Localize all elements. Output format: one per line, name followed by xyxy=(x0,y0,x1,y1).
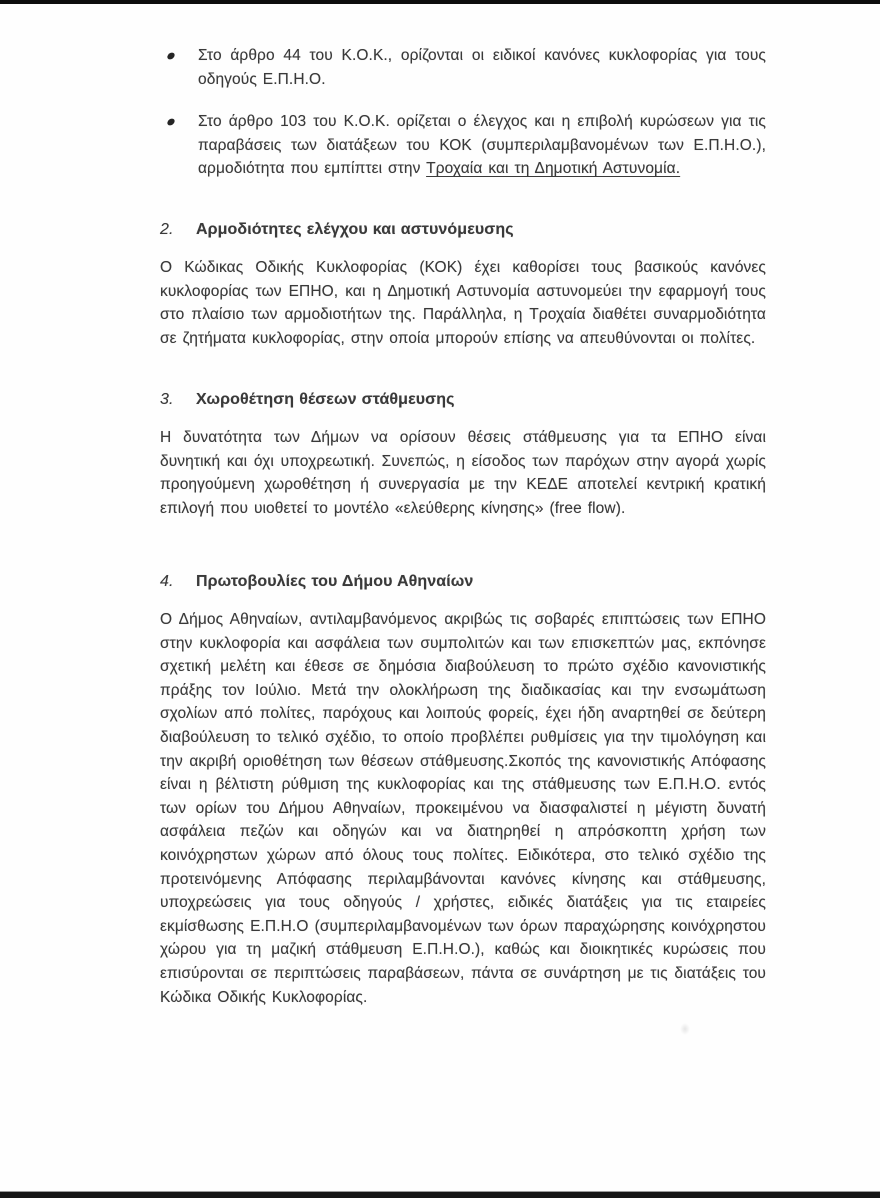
scan-edge-bottom xyxy=(0,1191,880,1198)
bullet-item-article-44 xyxy=(160,44,766,91)
bullet-text xyxy=(198,110,766,181)
section-title: Αρμοδιότητες ελέγχου και αστυνόμευσης xyxy=(196,221,514,238)
bullet-text: Στο άρθρο 44 του Κ.Ο.Κ., ορίζονται οι ειδικοί κανόνες κυκλοφορίας για τους οδηγούς Ε.Π.Η.Ο. xyxy=(198,47,766,88)
scan-edge-top xyxy=(0,0,880,4)
bullet-marker-column xyxy=(160,44,198,91)
section-number: 4. xyxy=(160,573,174,590)
section-title: Πρωτοβουλίες του Δήμου Αθηναίων xyxy=(196,573,474,590)
section-paragraph-4: Ο Δήμος Αθηναίων, αντιλαμβανόμενος ακριβώς τις σοβαρές επιπτώσεις των ΕΠΗΟ στην κυκλοφορία και ασφάλεια των συμπολιτών και των επισκεπτών μας, εκπόνησε σχετική μελέτη και έθεσε σε δημόσια διαβούλευση το πρώτο σχέδιο κανονιστικής πράξης τον Ιούλιο. Μετά την ολοκλήρωση της διαδικασίας και την ενσωμάτωση σχολίων από πολίτες, παρόχους και λοιπούς φορείς, έχει ήδη αναρτηθεί σε δεύτερη διαβούλευση το τελικό σχέδιο, το οποίο προβλέπει ρυθμίσεις για την τιμολόγηση και την ακριβή οριοθέτηση των θέσεων στάθμευσης.Σκοπός της κανονιστικής Απόφασης είναι η βέλτιστη ρύθμιση της κυκλοφορίας και της στάθμευσης των Ε.Π.Η.Ο. εντός των ορίων του Δήμου Αθηναίων, προκειμένου να διασφαλιστεί η μέγιστη δυνατή ασφάλεια πεζών και οδηγών και να διατηρηθεί η απρόσκοπτη χρήση των κοινόχρηστων χώρων από όλους τους πολίτες. Ειδικότερα, στο τελικό σχέδιο της προτεινόμενης Απόφασης περιλαμβάνονται κανόνες κίνησης και στάθμευσης, υποχρεώσεις για τους οδηγούς / χρήστες, ειδικές διατάξεις για τις εταιρείες εκμίσθωσης Ε.Π.Η.Ο (συμπεριλαμβανομένων των όρων παραχώρησης κοινόχρηστου χώρου για τη μαζική στάθμευση Ε.Π.Η.Ο.), καθώς και διοικητικές κυρώσεις που επισύρονται σε περιπτώσεις παραβάσεων, πάντα σε συνάρτηση με τις διατάξεις του Κώδικα Οδικής Κυκλοφορίας. xyxy=(160,611,766,1006)
section-paragraph-2: Ο Κώδικας Οδικής Κυκλοφορίας (ΚΟΚ) έχει καθορίσει τους βασικούς κανόνες κυκλοφορίας των ΕΠΗΟ, και η Δημοτική Αστυνομία αστυνομεύει την εφαρμογή τους στο πλαίσιο των αρμοδιοτήτων της. Παράλληλα, η Τροχαία διαθέτει συναρμοδιότητα σε ζητήματα κυκλοφορίας, στην οποία μπορούν επίσης να απευθύνονται οι πολίτες. xyxy=(160,259,766,347)
section-number: 3. xyxy=(160,391,174,408)
section-number: 2. xyxy=(160,221,174,238)
section-heading-2 xyxy=(160,218,766,242)
bullet-dot-icon xyxy=(166,51,176,61)
bullet-dot-icon xyxy=(166,117,176,127)
section-heading-3 xyxy=(160,388,766,412)
bullet-item-article-103 xyxy=(160,110,766,181)
bullet-text-before-underline: Στο άρθρο 103 του Κ.Ο.Κ. ορίζεται ο έλεγχος και η επιβολή κυρώσεων για τις παραβάσεις των διατάξεων του ΚΟΚ (συμπεριλαμβανομένων των Ε.Π.Η.Ο.), αρμοδιότητα που εμπίπτει στην xyxy=(198,113,766,178)
section-heading-4 xyxy=(160,570,766,594)
section-paragraph-3: Η δυνατότητα των Δήμων να ορίσουν θέσεις στάθμευσης για τα ΕΠΗΟ είναι δυνητική και όχι υποχρεωτική. Συνεπώς, η είσοδος των παρόχων στην αγορά χωρίς προηγούμενη χωροθέτηση ή συνεργασία με την ΚΕΔΕ αποτελεί κεντρική κρατική επιλογή που υιοθετεί το μοντέλο «ελεύθερης κίνησης» (free flow). xyxy=(160,429,766,517)
scan-smudge-artifact xyxy=(680,1023,690,1035)
section-title: Χωροθέτηση θέσεων στάθμευσης xyxy=(196,391,455,408)
bullet-marker-column xyxy=(160,110,198,181)
underlined-phrase: Τροχαία και τη Δημοτική Αστυνομία. xyxy=(426,160,681,178)
